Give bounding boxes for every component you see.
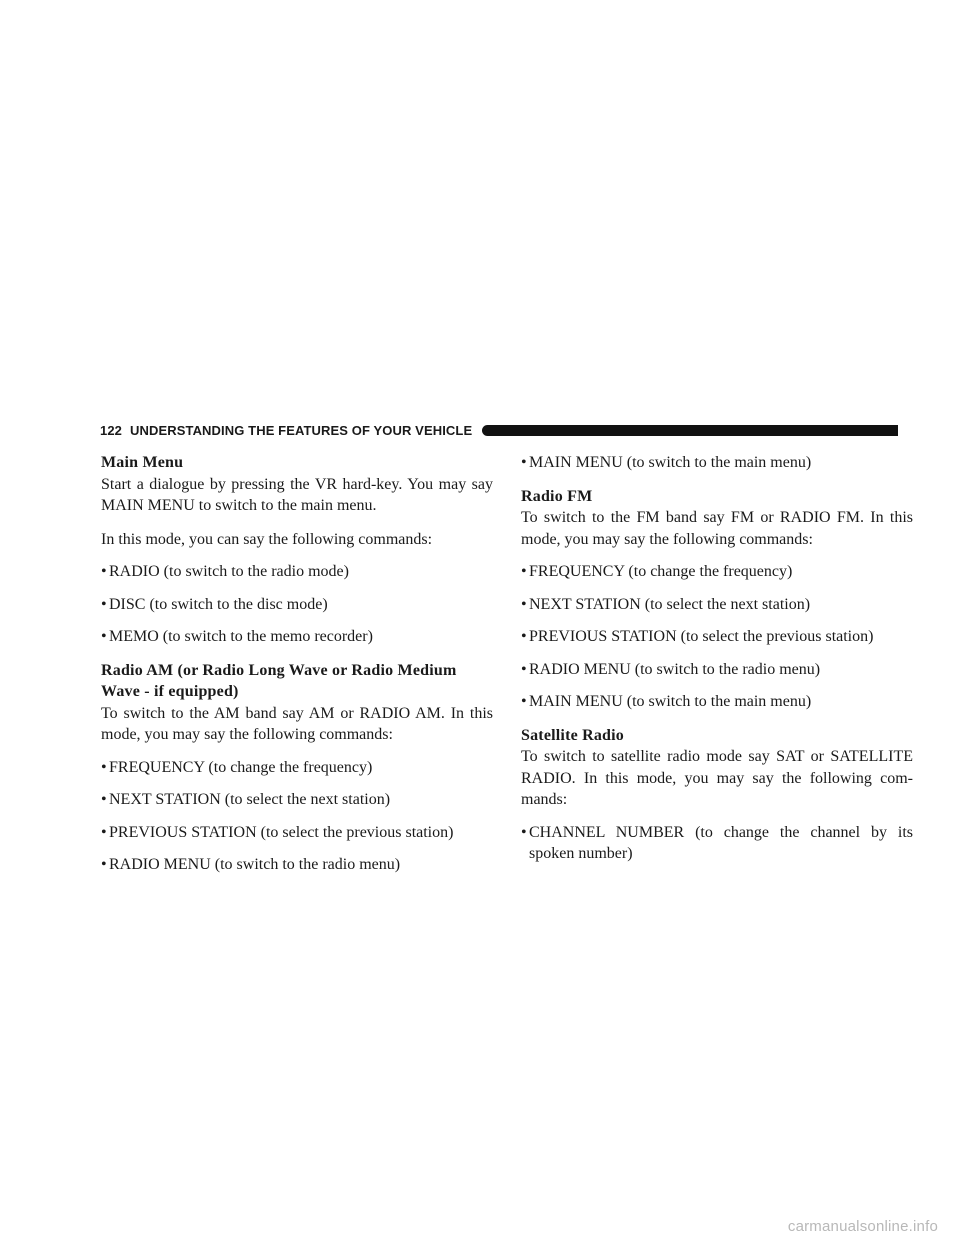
list-item: • RADIO (to switch to the radio mode) — [101, 561, 493, 583]
list-item: • DISC (to switch to the disc mode) — [101, 594, 493, 616]
radio-am-intro: To switch to the AM band say AM or RADIO AM. In this mode, you may say the following commands: — [101, 704, 493, 743]
bullet-icon: • — [101, 758, 107, 776]
satellite-radio-intro: To switch to satellite radio mode say SAT or SATELLITE RADIO. In this mode, you may say the following com-mands: — [521, 748, 913, 808]
list-item: • MAIN MENU (to switch to the main menu) — [521, 452, 913, 474]
radio-am-heading: Radio AM (or Radio Long Wave or Radio Medium Wave - if equipped) — [101, 661, 457, 700]
bullet-icon: • — [521, 454, 527, 471]
main-menu-heading: Main Menu — [101, 454, 184, 471]
bullet-icon: • — [521, 563, 527, 580]
list-item: • NEXT STATION (to select the next station) — [521, 594, 913, 616]
radio-am-continued — [521, 452, 913, 474]
satellite-radio-section — [521, 725, 913, 865]
list-item: • MEMO (to switch to the memo recorder) — [101, 626, 493, 648]
list-item: • RADIO MENU (to switch to the radio menu) — [101, 854, 493, 876]
list-item: • FREQUENCY (to change the frequency) — [101, 757, 493, 779]
list-item: • PREVIOUS STATION (to select the previous station) — [101, 822, 493, 844]
radio-am-section — [101, 660, 493, 876]
radio-fm-heading: Radio FM — [521, 487, 593, 505]
list-item: • NEXT STATION (to select the next station) — [101, 789, 493, 811]
main-menu-commands-intro: In this mode, you can say the following commands: — [101, 530, 433, 548]
list-item: • FREQUENCY (to change the frequency) — [521, 561, 913, 583]
satellite-radio-heading: Satellite Radio — [521, 726, 624, 744]
bullet-icon: • — [521, 693, 527, 710]
section-title: UNDERSTANDING THE FEATURES OF YOUR VEHICLE — [130, 422, 473, 438]
page-header — [100, 420, 898, 440]
bullet-icon: • — [101, 563, 107, 580]
list-item: • PREVIOUS STATION (to select the previous station) — [521, 626, 913, 648]
left-column — [101, 452, 493, 876]
bullet-icon: • — [521, 595, 527, 613]
radio-fm-section — [521, 486, 913, 713]
right-column — [521, 452, 913, 865]
bullet-icon: • — [101, 628, 107, 645]
bullet-icon: • — [101, 595, 107, 613]
page-number: 122 — [100, 422, 122, 438]
radio-fm-intro: To switch to the FM band say FM or RADIO FM. In this mode, you may say the following commands: — [521, 509, 913, 548]
header-rule — [482, 425, 898, 436]
bullet-icon: • — [101, 856, 107, 873]
bullet-icon: • — [101, 823, 107, 841]
bullet-icon: • — [521, 823, 527, 841]
main-menu-section — [101, 452, 493, 648]
watermark: carmanualsonline.info — [787, 1218, 938, 1235]
list-item: • MAIN MENU (to switch to the main menu) — [521, 691, 913, 713]
main-menu-intro: Start a dialogue by pressing the VR hard-key. You may say MAIN MENU to switch to the main menu. — [101, 475, 493, 514]
list-item: • CHANNEL NUMBER (to change the channel by its spoken number) — [521, 822, 913, 865]
list-item: • RADIO MENU (to switch to the radio menu) — [521, 659, 913, 681]
bullet-icon: • — [521, 628, 527, 645]
bullet-icon: • — [521, 660, 527, 678]
bullet-icon: • — [101, 791, 107, 808]
